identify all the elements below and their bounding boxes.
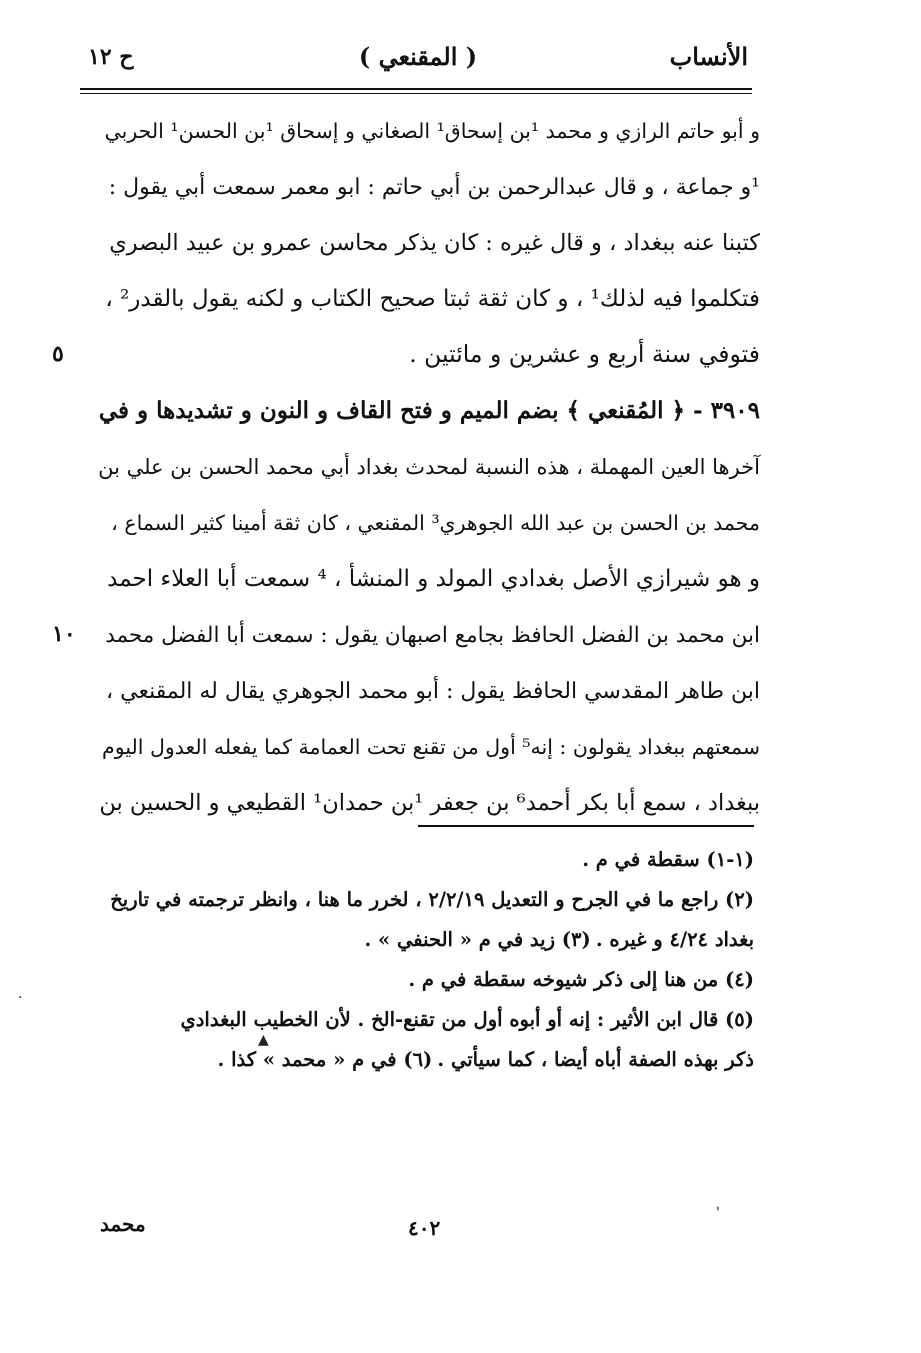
line-text: فتكلموا فيه لذلك¹ ، و كان ثقة ثبتا صحيح الكتاب و لكنه يقول بالقدر² ، xyxy=(105,286,760,312)
line-number: ٥ xyxy=(52,341,64,367)
text-line xyxy=(60,102,760,158)
main-text xyxy=(52,102,760,830)
line-text: و هو شيرازي الأصل بغدادي المولد و المنشأ ، ⁴ سمعت أبا العلاء احمد xyxy=(107,566,760,592)
volume-reference: ح ١٢ xyxy=(88,44,134,70)
footnote: (٥) قال ابن الأثير : إنه أو أبوه أول من تقنع-الخ . لأن الخطيب البغدادي xyxy=(180,1008,754,1031)
text-line xyxy=(52,326,760,382)
line-text: ببغداد ، سمع أبا بكر أحمد⁶ بن جعفر ¹بن حمدان¹ القطيعي و الحسين بن xyxy=(99,790,760,816)
footnote-separator xyxy=(418,825,754,827)
line-text: فتوفي سنة أربع و عشرين و مائتين . xyxy=(409,340,760,368)
footnote-continuation: بغداد ٤/٢٤ و غيره . xyxy=(595,928,754,951)
page-number: ٤٠٢ xyxy=(408,1216,441,1240)
line-text: و أبو حاتم الرازي و محمد ¹بن إسحاق¹ الصغاني و إسحاق ¹بن الحسن¹ الحربي xyxy=(104,119,760,143)
line-text: ابن طاهر المقدسي الحافظ يقول : أبو محمد الجوهري يقال له المقنعي ، xyxy=(106,679,760,704)
ink-speck: ' xyxy=(716,1205,720,1221)
text-line xyxy=(60,494,760,550)
text-line xyxy=(60,438,760,494)
header-rule xyxy=(80,88,752,90)
footnote-continuation: ذكر بهذه الصفة أباه أيضا ، كما سيأتي . xyxy=(437,1048,754,1071)
footnote: (١-١) سقطة في م . xyxy=(582,848,754,871)
line-text: كتبنا عنه ببغداد ، و قال غيره : كان يذكر محاسن عمرو بن عبيد البصري xyxy=(109,230,760,256)
entry-heading-text: ٣٩٠٩ - ﴿ المُقنعي ﴾ بضم الميم و فتح القاف و النون و تشديدها و في xyxy=(98,397,760,424)
text-line xyxy=(60,158,760,214)
footnote: (٤) من هنا إلى ذكر شيوخه سقطة في م . xyxy=(408,968,754,991)
line-text: ابن محمد بن الفضل الحافظ بجامع اصبهان يقول : سمعت أبا الفضل محمد xyxy=(105,623,760,648)
line-text: آخرها العين المهملة ، هذه النسبة لمحدث بغداد أبي محمد الحسن بن علي بن xyxy=(98,455,760,479)
entry-word-heading: ( المقنعي ) xyxy=(358,42,478,71)
running-header xyxy=(88,34,748,78)
text-line xyxy=(60,270,760,326)
footnote: (٢) راجع ما في الجرح و التعديل ٢/٢/١٩ ، لخرر ما هنا ، وانظر ترجمته في تاريخ xyxy=(110,888,754,911)
header-rule-thin xyxy=(80,93,752,94)
text-line xyxy=(60,718,760,774)
text-line xyxy=(60,550,760,606)
text-line xyxy=(60,662,760,718)
footnote: (٣) زيد في م « الحنفي » . xyxy=(364,928,591,951)
text-line xyxy=(60,214,760,270)
text-line xyxy=(60,774,760,830)
ink-speck: · xyxy=(18,990,23,1006)
text-line xyxy=(52,606,760,662)
book-title: الأنساب xyxy=(669,42,748,71)
line-text: محمد بن الحسن بن عبد الله الجوهري³ المقنعي ، كان ثقة أمينا كثير السماع ، xyxy=(111,511,760,535)
line-text: ¹و جماعة ، و قال عبدالرحمن بن أبي حاتم : ابو معمر سمعت أبي يقول : xyxy=(108,175,760,200)
text-line-entry xyxy=(60,382,760,438)
line-text: سمعتهم ببغداد يقولون : إنه⁵ أول من تقنع تحت العمامة كما يفعله العدول اليوم xyxy=(102,735,760,759)
footnotes xyxy=(70,840,754,1080)
catchword: محمد xyxy=(100,1212,146,1236)
ink-speck: ▲ xyxy=(258,1032,269,1048)
footnote: (٦) في م « محمد » كذا . xyxy=(217,1048,433,1071)
line-number: ١٠ xyxy=(52,621,76,647)
